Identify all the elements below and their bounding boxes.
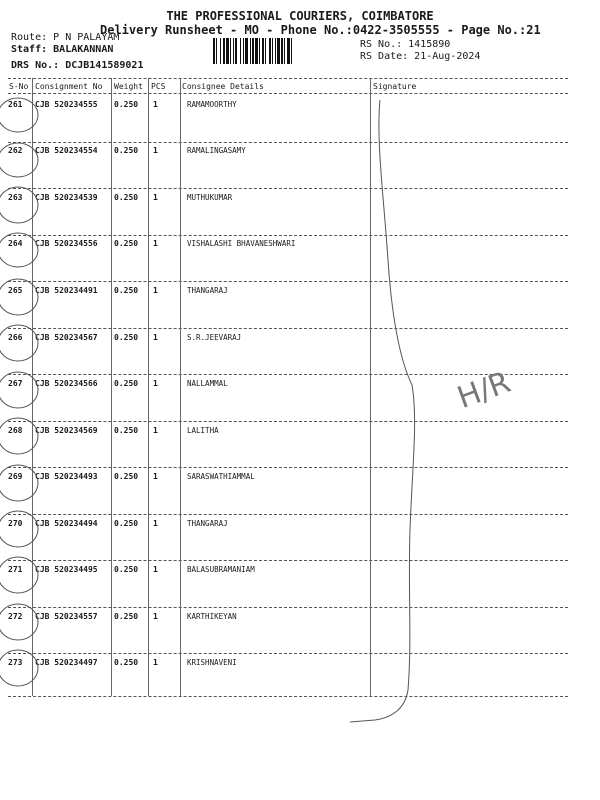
table-row (0, 239, 600, 285)
row-weight: 0.250 (114, 565, 139, 574)
row-rule (8, 514, 568, 515)
col-signature: Signature (373, 82, 417, 91)
row-consignment: CJB 520234497 (35, 658, 98, 667)
row-sno: 270 (8, 519, 23, 528)
row-pcs: 1 (153, 146, 158, 155)
row-rule (8, 235, 568, 236)
row-pcs: 1 (153, 426, 158, 435)
row-consignment: CJB 520234569 (35, 426, 98, 435)
row-weight: 0.250 (114, 239, 139, 248)
col-pcs: PCS (151, 82, 166, 91)
row-pcs: 1 (153, 239, 158, 248)
row-pcs: 1 (153, 333, 158, 342)
row-weight: 0.250 (114, 146, 139, 155)
row-consignee: THANGARAJ (187, 519, 228, 528)
row-sno: 271 (8, 565, 23, 574)
row-rule (8, 328, 568, 329)
barcode (213, 38, 353, 64)
handwritten-note: H/R (452, 364, 516, 417)
row-consignee: S.R.JEEVARAJ (187, 333, 242, 342)
company-title: THE PROFESSIONAL COURIERS, COIMBATORE (166, 9, 434, 23)
row-pcs: 1 (153, 286, 158, 295)
row-pcs: 1 (153, 472, 158, 481)
row-sno: 262 (8, 146, 23, 155)
table-row (0, 426, 600, 472)
runsheet-subtitle: Delivery Runsheet - MO - Phone No.:0422-3505555 - Page No.:21 (100, 23, 541, 37)
row-weight: 0.250 (114, 426, 139, 435)
row-sno: 265 (8, 286, 23, 295)
row-sno: 266 (8, 333, 23, 342)
row-consignee: MUTHUKUMAR (187, 193, 233, 202)
row-rule (8, 188, 568, 189)
row-consignment: CJB 520234556 (35, 239, 98, 248)
row-weight: 0.250 (114, 612, 139, 621)
staff-line (11, 44, 113, 55)
drs-label: DRS No.: (11, 60, 60, 71)
row-consignment: CJB 520234494 (35, 519, 98, 528)
row-pcs: 1 (153, 612, 158, 621)
route-value: P N PALAYAM (53, 32, 120, 43)
row-consignee: LALITHA (187, 426, 219, 435)
row-consignment: CJB 520234554 (35, 146, 98, 155)
row-pcs: 1 (153, 565, 158, 574)
table-row (0, 100, 600, 146)
row-sno: 263 (8, 193, 23, 202)
row-sno: 264 (8, 239, 23, 248)
row-rule (8, 560, 568, 561)
table-row (0, 658, 600, 704)
row-rule (8, 653, 568, 654)
row-pcs: 1 (153, 100, 158, 109)
row-consignment: CJB 520234557 (35, 612, 98, 621)
row-sno: 273 (8, 658, 23, 667)
row-weight: 0.250 (114, 379, 139, 388)
col-weight: Weight (114, 82, 143, 91)
row-rule (8, 607, 568, 608)
header-top-rule (8, 78, 568, 79)
row-sno: 268 (8, 426, 23, 435)
row-consignment: CJB 520234566 (35, 379, 98, 388)
row-rule (8, 467, 568, 468)
header-bottom-rule (8, 93, 568, 94)
row-consignment: CJB 520234491 (35, 286, 98, 295)
table-row (0, 193, 600, 239)
row-consignee: SARASWATHIAMMAL (187, 472, 255, 481)
row-consignee: KARTHIKEYAN (187, 612, 237, 621)
row-weight: 0.250 (114, 100, 139, 109)
row-consignee: BALASUBRAMANIAM (187, 565, 255, 574)
row-weight: 0.250 (114, 333, 139, 342)
table-row (0, 333, 600, 379)
row-consignment: CJB 520234555 (35, 100, 98, 109)
staff-value: BALAKANNAN (53, 44, 114, 55)
drs-line (11, 60, 143, 71)
route-label: Route: (11, 32, 48, 43)
route-line (11, 32, 119, 43)
row-pcs: 1 (153, 658, 158, 667)
col-sno: S-No (9, 82, 29, 91)
row-rule (8, 142, 568, 143)
row-consignment: CJB 520234493 (35, 472, 98, 481)
row-consignment: CJB 520234495 (35, 565, 98, 574)
row-weight: 0.250 (114, 658, 139, 667)
row-consignee: RAMAMOORTHY (187, 100, 237, 109)
table-row (0, 519, 600, 565)
row-sno: 272 (8, 612, 23, 621)
rs-date: RS Date: 21-Aug-2024 (360, 51, 481, 62)
staff-label: Staff: (11, 44, 48, 55)
row-consignee: THANGARAJ (187, 286, 228, 295)
col-consignment: Consignment No (35, 82, 103, 91)
row-consignee: RAMALINGASAMY (187, 146, 246, 155)
row-consignment: CJB 520234539 (35, 193, 98, 202)
rs-number: RS No.: 1415890 (360, 39, 451, 50)
row-pcs: 1 (153, 519, 158, 528)
row-consignee: VISHALASHI BHAVANESHWARI (187, 239, 296, 248)
row-sno: 269 (8, 472, 23, 481)
row-pcs: 1 (153, 193, 158, 202)
row-rule (8, 421, 568, 422)
col-consignee: Consignee Details (182, 82, 264, 91)
table-row (0, 146, 600, 192)
table-row (0, 379, 600, 425)
table-row (0, 286, 600, 332)
row-pcs: 1 (153, 379, 158, 388)
row-weight: 0.250 (114, 193, 139, 202)
drs-value: DCJB141589021 (65, 60, 144, 71)
table-row (0, 565, 600, 611)
table-row (0, 472, 600, 518)
row-sno: 261 (8, 100, 23, 109)
row-consignee: NALLAMMAL (187, 379, 228, 388)
row-sno: 267 (8, 379, 23, 388)
row-weight: 0.250 (114, 286, 139, 295)
row-consignee: KRISHNAVENI (187, 658, 237, 667)
row-rule (8, 374, 568, 375)
row-weight: 0.250 (114, 519, 139, 528)
table-row (0, 612, 600, 658)
row-rule (8, 281, 568, 282)
row-weight: 0.250 (114, 472, 139, 481)
table-bottom-rule (8, 696, 568, 697)
row-consignment: CJB 520234567 (35, 333, 98, 342)
